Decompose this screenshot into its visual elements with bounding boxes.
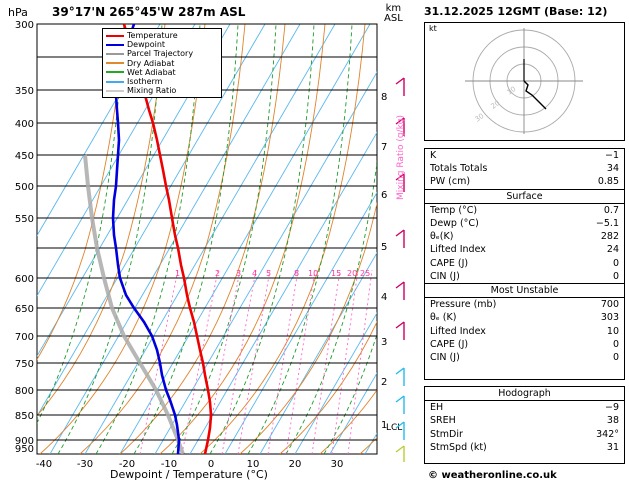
legend-label: Dry Adiabat <box>127 58 175 68</box>
stat-row <box>425 338 624 351</box>
legend-item <box>106 68 218 77</box>
legend-swatch <box>106 62 124 64</box>
stat-value: 303 <box>600 312 619 324</box>
svg-text:20: 20 <box>347 269 358 278</box>
hodograph-plot <box>424 22 625 141</box>
stat-label: StmSpd (kt) <box>430 441 487 453</box>
stat-row <box>425 325 624 338</box>
copyright-credit: © weatheronline.co.uk <box>428 470 557 481</box>
stat-row <box>425 414 624 427</box>
svg-text:6: 6 <box>381 190 388 201</box>
svg-text:15: 15 <box>331 269 342 278</box>
legend-label: Isotherm <box>127 77 163 87</box>
legend-swatch <box>106 44 124 46</box>
height-axis-label: km ASL <box>384 3 403 24</box>
svg-text:950: 950 <box>14 444 34 455</box>
stat-value: −1 <box>604 150 619 161</box>
stat-value: 700 <box>600 299 619 311</box>
svg-text:30: 30 <box>330 459 344 470</box>
stat-row <box>425 217 624 230</box>
svg-text:-10: -10 <box>160 459 178 470</box>
stat-label: SREH <box>430 415 456 427</box>
stat-row <box>425 351 624 364</box>
stat-row <box>425 243 624 256</box>
svg-text:5: 5 <box>381 242 388 253</box>
stat-value: 0 <box>612 257 619 269</box>
svg-text:450: 450 <box>14 151 34 162</box>
info-panel <box>420 0 629 486</box>
stat-label: EH <box>430 402 444 414</box>
svg-text:-20: -20 <box>118 459 136 470</box>
stat-row <box>425 149 624 162</box>
svg-text:20: 20 <box>489 98 502 111</box>
hodograph-canvas <box>425 23 622 138</box>
stat-row <box>425 204 624 217</box>
svg-text:4: 4 <box>381 292 388 303</box>
svg-text:25: 25 <box>360 269 371 278</box>
stat-label: Dewp (°C) <box>430 218 479 230</box>
pressure-axis-label: hPa <box>8 6 28 19</box>
svg-text:700: 700 <box>14 332 34 343</box>
svg-text:3: 3 <box>381 337 388 348</box>
mixing-ratio-axis-title: Mixing Ratio (g/kg) <box>396 114 406 200</box>
hodograph-section-title: Hodograph <box>425 387 624 401</box>
svg-text:300: 300 <box>14 20 34 31</box>
legend-swatch <box>106 81 124 83</box>
stat-value: 0.7 <box>603 204 619 216</box>
stat-value: 0 <box>612 352 619 364</box>
svg-text:800: 800 <box>14 386 34 397</box>
svg-text:2: 2 <box>215 269 221 278</box>
legend-label: Mixing Ratio <box>127 86 177 96</box>
legend-swatch <box>106 90 124 92</box>
pressure-tick-labels <box>15 20 34 455</box>
svg-text:900: 900 <box>14 436 34 447</box>
stat-value: 31 <box>606 441 619 453</box>
svg-text:0: 0 <box>207 459 215 470</box>
stat-label: K <box>430 150 437 161</box>
stat-value: 0 <box>612 270 619 282</box>
svg-text:3: 3 <box>236 269 242 278</box>
svg-text:350: 350 <box>14 86 34 97</box>
svg-text:600: 600 <box>14 274 34 285</box>
stat-value: 0.85 <box>597 176 619 188</box>
svg-text:20: 20 <box>288 459 302 470</box>
svg-text:30: 30 <box>473 111 486 124</box>
stat-label: Temp (°C) <box>430 204 478 216</box>
stat-value: 282 <box>600 231 619 243</box>
x-axis-title: Dewpoint / Temperature (°C) <box>110 468 268 481</box>
stat-label: CIN (J) <box>430 352 460 364</box>
stat-label: CAPE (J) <box>430 338 469 350</box>
chart-legend <box>102 28 222 98</box>
svg-text:5: 5 <box>266 269 272 278</box>
svg-text:750: 750 <box>14 359 34 370</box>
stat-label: Pressure (mb) <box>430 299 497 311</box>
legend-swatch <box>106 53 124 55</box>
legend-label: Wet Adiabat <box>127 67 176 77</box>
svg-text:10: 10 <box>505 84 518 97</box>
svg-text:8: 8 <box>381 92 388 103</box>
stat-label: PW (cm) <box>430 176 471 188</box>
legend-item <box>106 31 218 40</box>
hodograph-trace <box>524 81 546 109</box>
stat-value: 10 <box>606 325 619 337</box>
stat-value: −9 <box>604 402 619 414</box>
stat-value: 38 <box>606 415 619 427</box>
svg-text:1: 1 <box>175 269 181 278</box>
hodograph-unit-label: kt <box>429 24 437 33</box>
legend-item <box>106 59 218 68</box>
stat-row <box>425 401 624 414</box>
height-tick-labels <box>381 92 387 431</box>
legend-label: Dewpoint <box>127 40 166 50</box>
legend-item <box>106 40 218 49</box>
legend-item <box>106 49 218 58</box>
svg-text:7: 7 <box>381 142 388 153</box>
svg-text:500: 500 <box>14 182 34 193</box>
most-unstable-section-title: Most Unstable <box>425 283 624 298</box>
stat-row <box>425 311 624 324</box>
svg-text:1: 1 <box>381 420 388 431</box>
stat-label: Lifted Index <box>430 325 486 337</box>
stat-label: StmDir <box>430 428 463 440</box>
legend-label: Temperature <box>127 31 178 40</box>
svg-text:10: 10 <box>308 269 319 278</box>
svg-text:400: 400 <box>14 119 34 130</box>
svg-text:4: 4 <box>252 269 258 278</box>
forecast-date-header: 31.12.2025 12GMT (Base: 12) <box>424 5 608 18</box>
svg-text:10: 10 <box>246 459 260 470</box>
stat-value: 342° <box>596 428 619 440</box>
legend-label: Parcel Trajectory <box>127 49 194 59</box>
stat-row <box>425 257 624 270</box>
station-title: 39°17'N 265°45'W 287m ASL <box>52 5 246 19</box>
surface-section-title: Surface <box>425 189 624 204</box>
lcl-label: LCL <box>386 423 403 433</box>
stat-row <box>425 441 624 454</box>
svg-text:850: 850 <box>14 411 34 422</box>
stat-row <box>425 175 624 188</box>
stat-label: θₑ (K) <box>430 312 457 324</box>
svg-text:-40: -40 <box>35 459 53 470</box>
stat-value: 34 <box>606 163 619 175</box>
stat-row <box>425 298 624 311</box>
stat-value: 24 <box>606 244 619 256</box>
stat-row <box>425 162 624 175</box>
stat-row <box>425 230 624 243</box>
hodograph-stats-table <box>424 386 625 464</box>
svg-text:-30: -30 <box>76 459 94 470</box>
stat-row <box>425 270 624 283</box>
stat-value: −5.1 <box>595 218 619 230</box>
stat-row <box>425 428 624 441</box>
stat-label: Lifted Index <box>430 244 486 256</box>
hodograph-ring-labels <box>474 85 518 124</box>
svg-text:550: 550 <box>14 214 34 225</box>
svg-text:2: 2 <box>381 377 388 388</box>
stat-label: θₑ(K) <box>430 231 454 243</box>
legend-item <box>106 77 218 86</box>
stat-value: 0 <box>612 338 619 350</box>
legend-swatch <box>106 35 124 37</box>
stat-label: CAPE (J) <box>430 257 469 269</box>
legend-swatch <box>106 71 124 73</box>
sounding-stats-table <box>424 148 625 380</box>
svg-text:8: 8 <box>294 269 300 278</box>
legend-item <box>106 86 218 95</box>
svg-text:650: 650 <box>14 304 34 315</box>
stat-label: CIN (J) <box>430 270 460 282</box>
stat-label: Totals Totals <box>430 163 488 175</box>
